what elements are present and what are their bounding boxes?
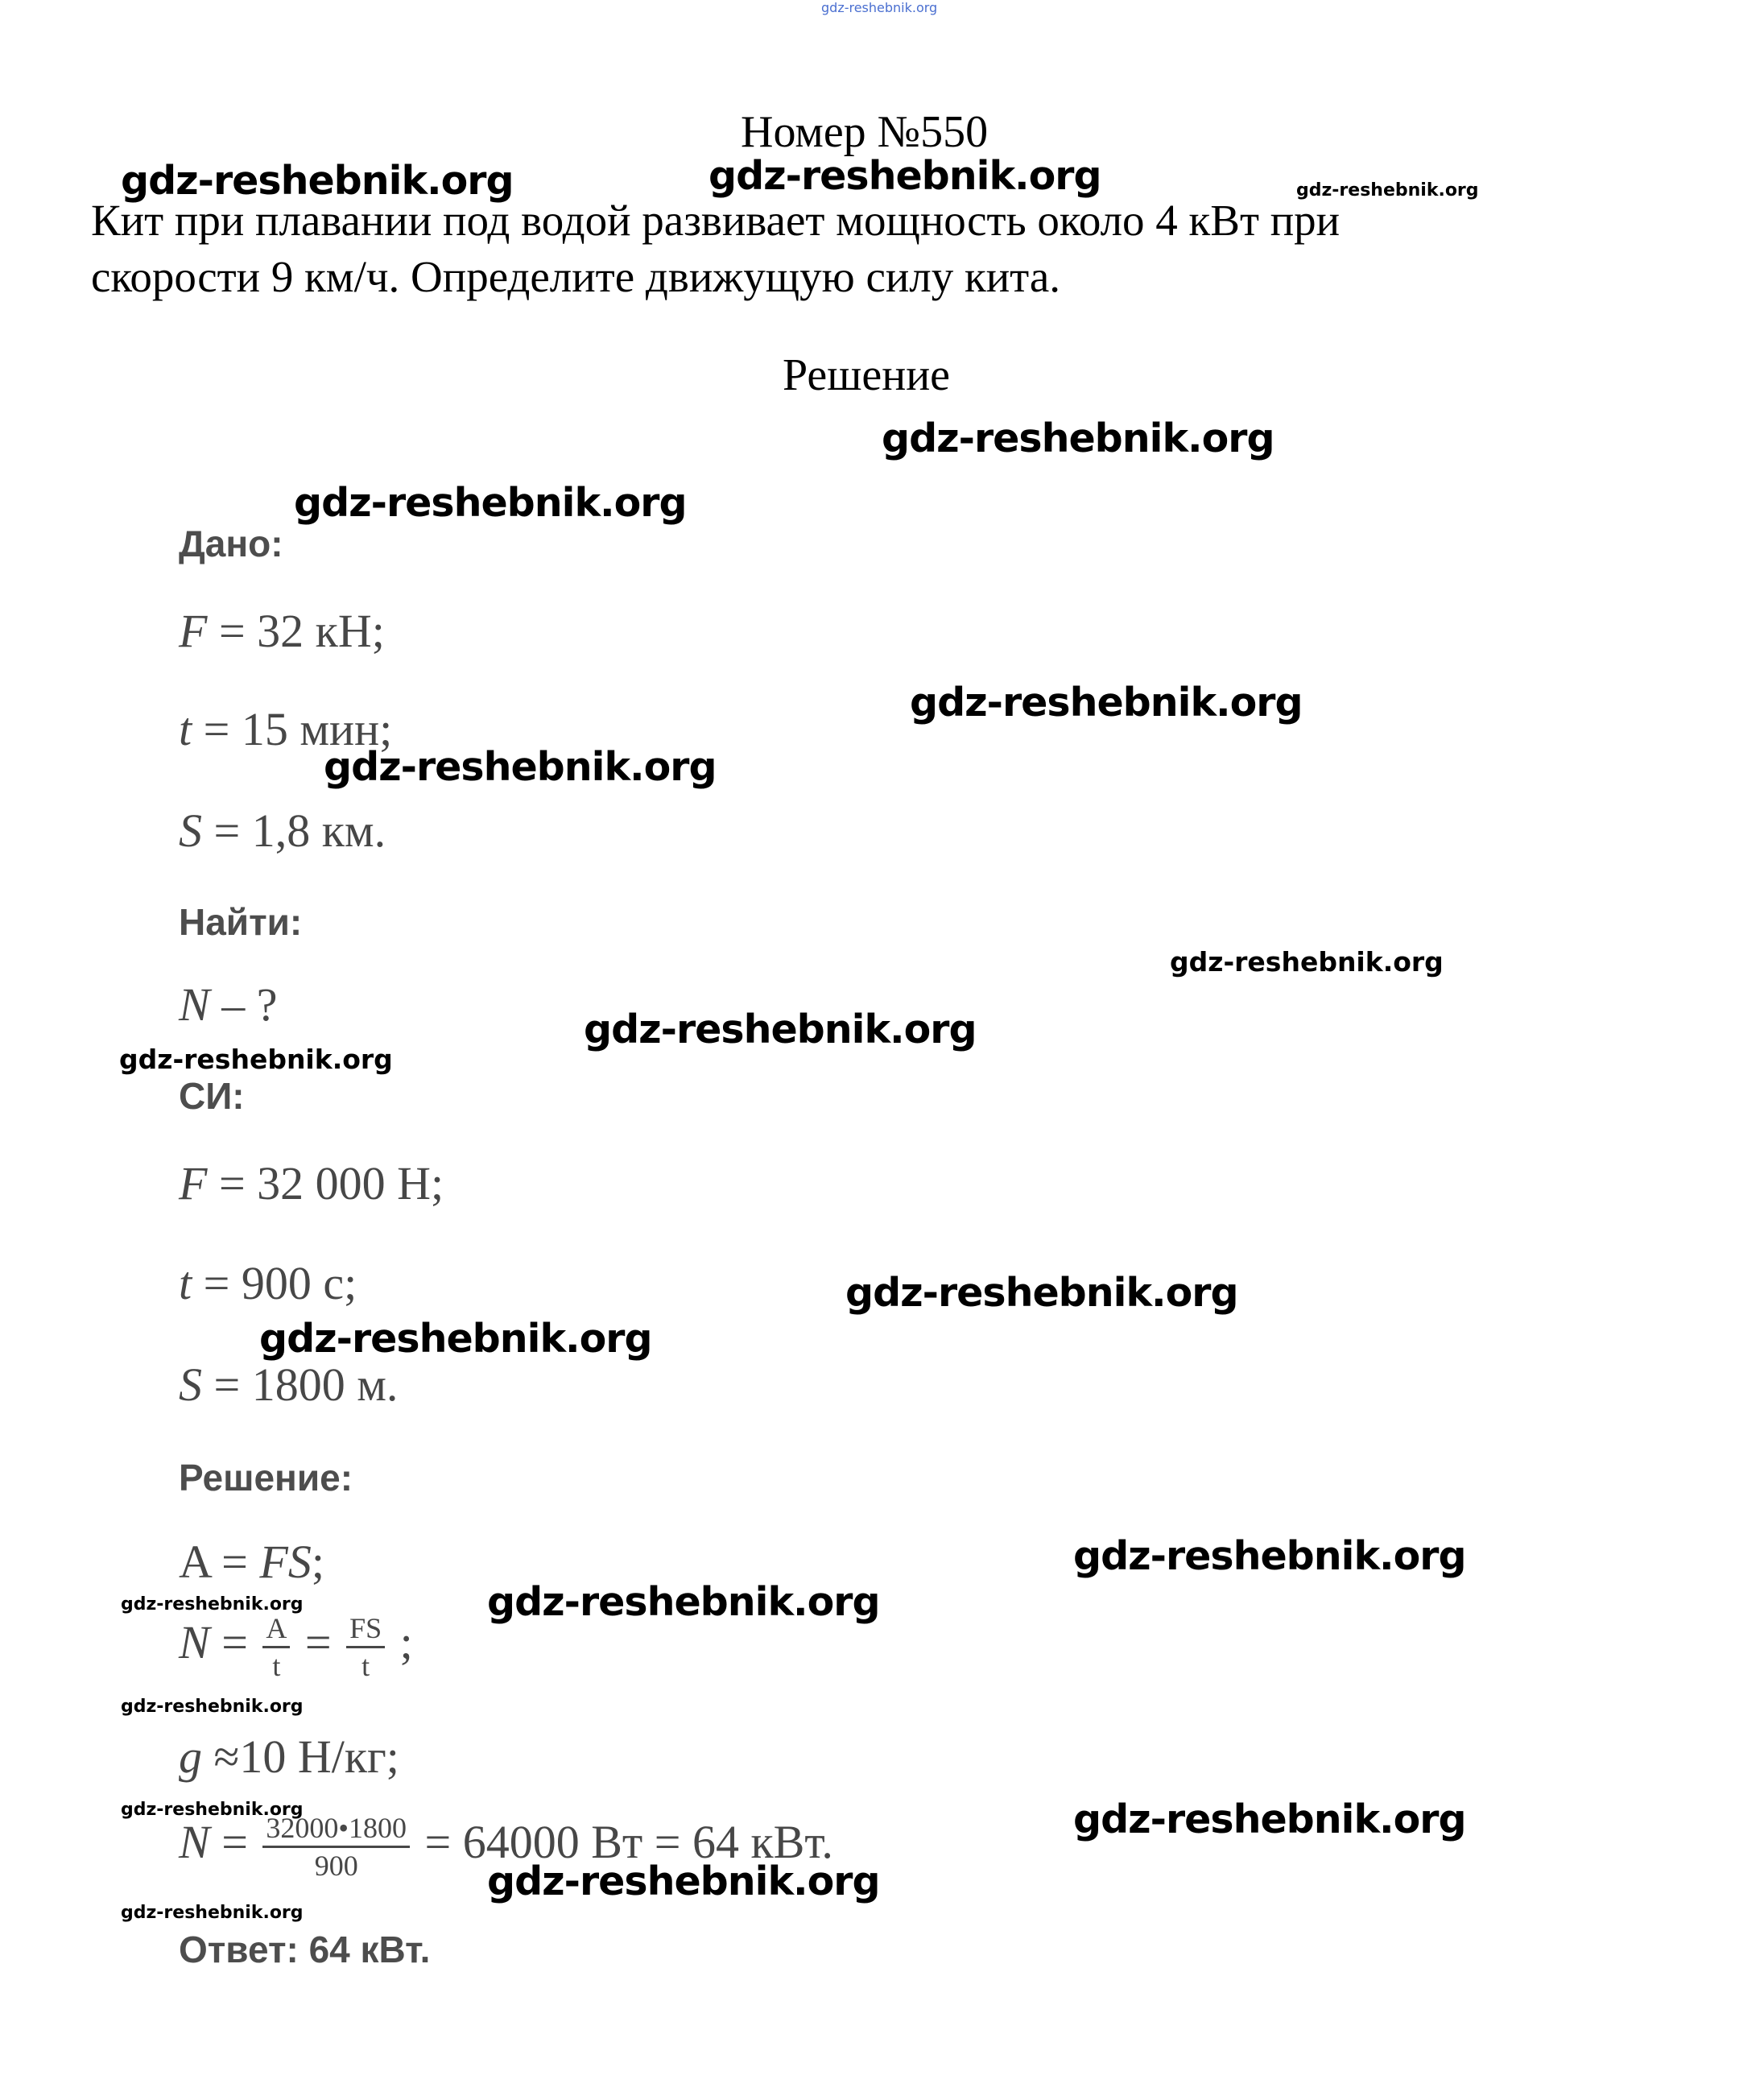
equation-gravity: g ≈10 Н/кг; (179, 1730, 399, 1783)
watermark: gdz-reshebnik.org (259, 1316, 652, 1362)
task-line-1: Кит при плавании под водой развивает мощность около 4 кВт при (91, 196, 1341, 245)
watermark: gdz-reshebnik.org (708, 153, 1101, 199)
watermark: gdz-reshebnik.org (294, 480, 687, 526)
page-title: Номер №550 (741, 107, 989, 157)
watermark: gdz-reshebnik.org (324, 744, 717, 790)
find-power: N – ? (179, 978, 278, 1031)
watermark: gdz-reshebnik.org (121, 1697, 304, 1717)
solution-label: Решение: (179, 1457, 353, 1499)
si-distance: S = 1800 м. (179, 1358, 399, 1411)
equation-result: N = $\frac{32000•1800}{900}$ = 64000 Вт = 64 кВт. (179, 1812, 833, 1882)
watermark: gdz-reshebnik.org (882, 416, 1274, 461)
answer: Ответ: 64 кВт. (179, 1929, 431, 1970)
watermark: gdz-reshebnik.org (487, 1579, 880, 1625)
watermark: gdz-reshebnik.org (119, 1044, 393, 1075)
watermark: gdz-reshebnik.org (1296, 180, 1479, 201)
watermark: gdz-reshebnik.org (910, 680, 1303, 726)
given-force: F = 32 кН; (179, 605, 385, 657)
watermark: gdz-reshebnik.org (121, 1903, 304, 1923)
given-time: t = 15 мин; (179, 703, 393, 755)
top-watermark: gdz-reshebnik.org (821, 0, 938, 15)
watermark: gdz-reshebnik.org (1073, 1533, 1466, 1579)
find-label: Найти: (179, 901, 303, 943)
si-label: СИ: (179, 1075, 245, 1117)
watermark: gdz-reshebnik.org (845, 1270, 1238, 1316)
equation-power: N = $\frac{A}{t}$ = $\frac{FS}{t}$ ; (179, 1612, 413, 1682)
task-line-2: скорости 9 км/ч. Определите движущую силу кита. (91, 252, 1061, 301)
given-distance: S = 1,8 км. (179, 804, 386, 857)
watermark: gdz-reshebnik.org (1170, 946, 1444, 978)
solution-heading: Решение (783, 350, 951, 400)
watermark: gdz-reshebnik.org (487, 1858, 880, 1904)
fraction-fs-over-t: $\frac{FS}{t}$ (346, 1614, 385, 1681)
si-force: F = 32 000 Н; (179, 1157, 444, 1209)
watermark: gdz-reshebnik.org (121, 1800, 304, 1820)
watermark: gdz-reshebnik.org (121, 1594, 304, 1614)
si-time: t = 900 с; (179, 1257, 357, 1309)
fraction-a-over-t: $\frac{A}{t}$ (262, 1614, 290, 1681)
equation-work: A = FS; (179, 1536, 324, 1588)
watermark: gdz-reshebnik.org (584, 1007, 977, 1052)
given-label: Дано: (179, 523, 283, 564)
fraction-calculation: $\frac{32000•1800}{900}$ (262, 1813, 410, 1880)
watermark: gdz-reshebnik.org (1073, 1796, 1466, 1842)
watermark: gdz-reshebnik.org (121, 158, 514, 204)
